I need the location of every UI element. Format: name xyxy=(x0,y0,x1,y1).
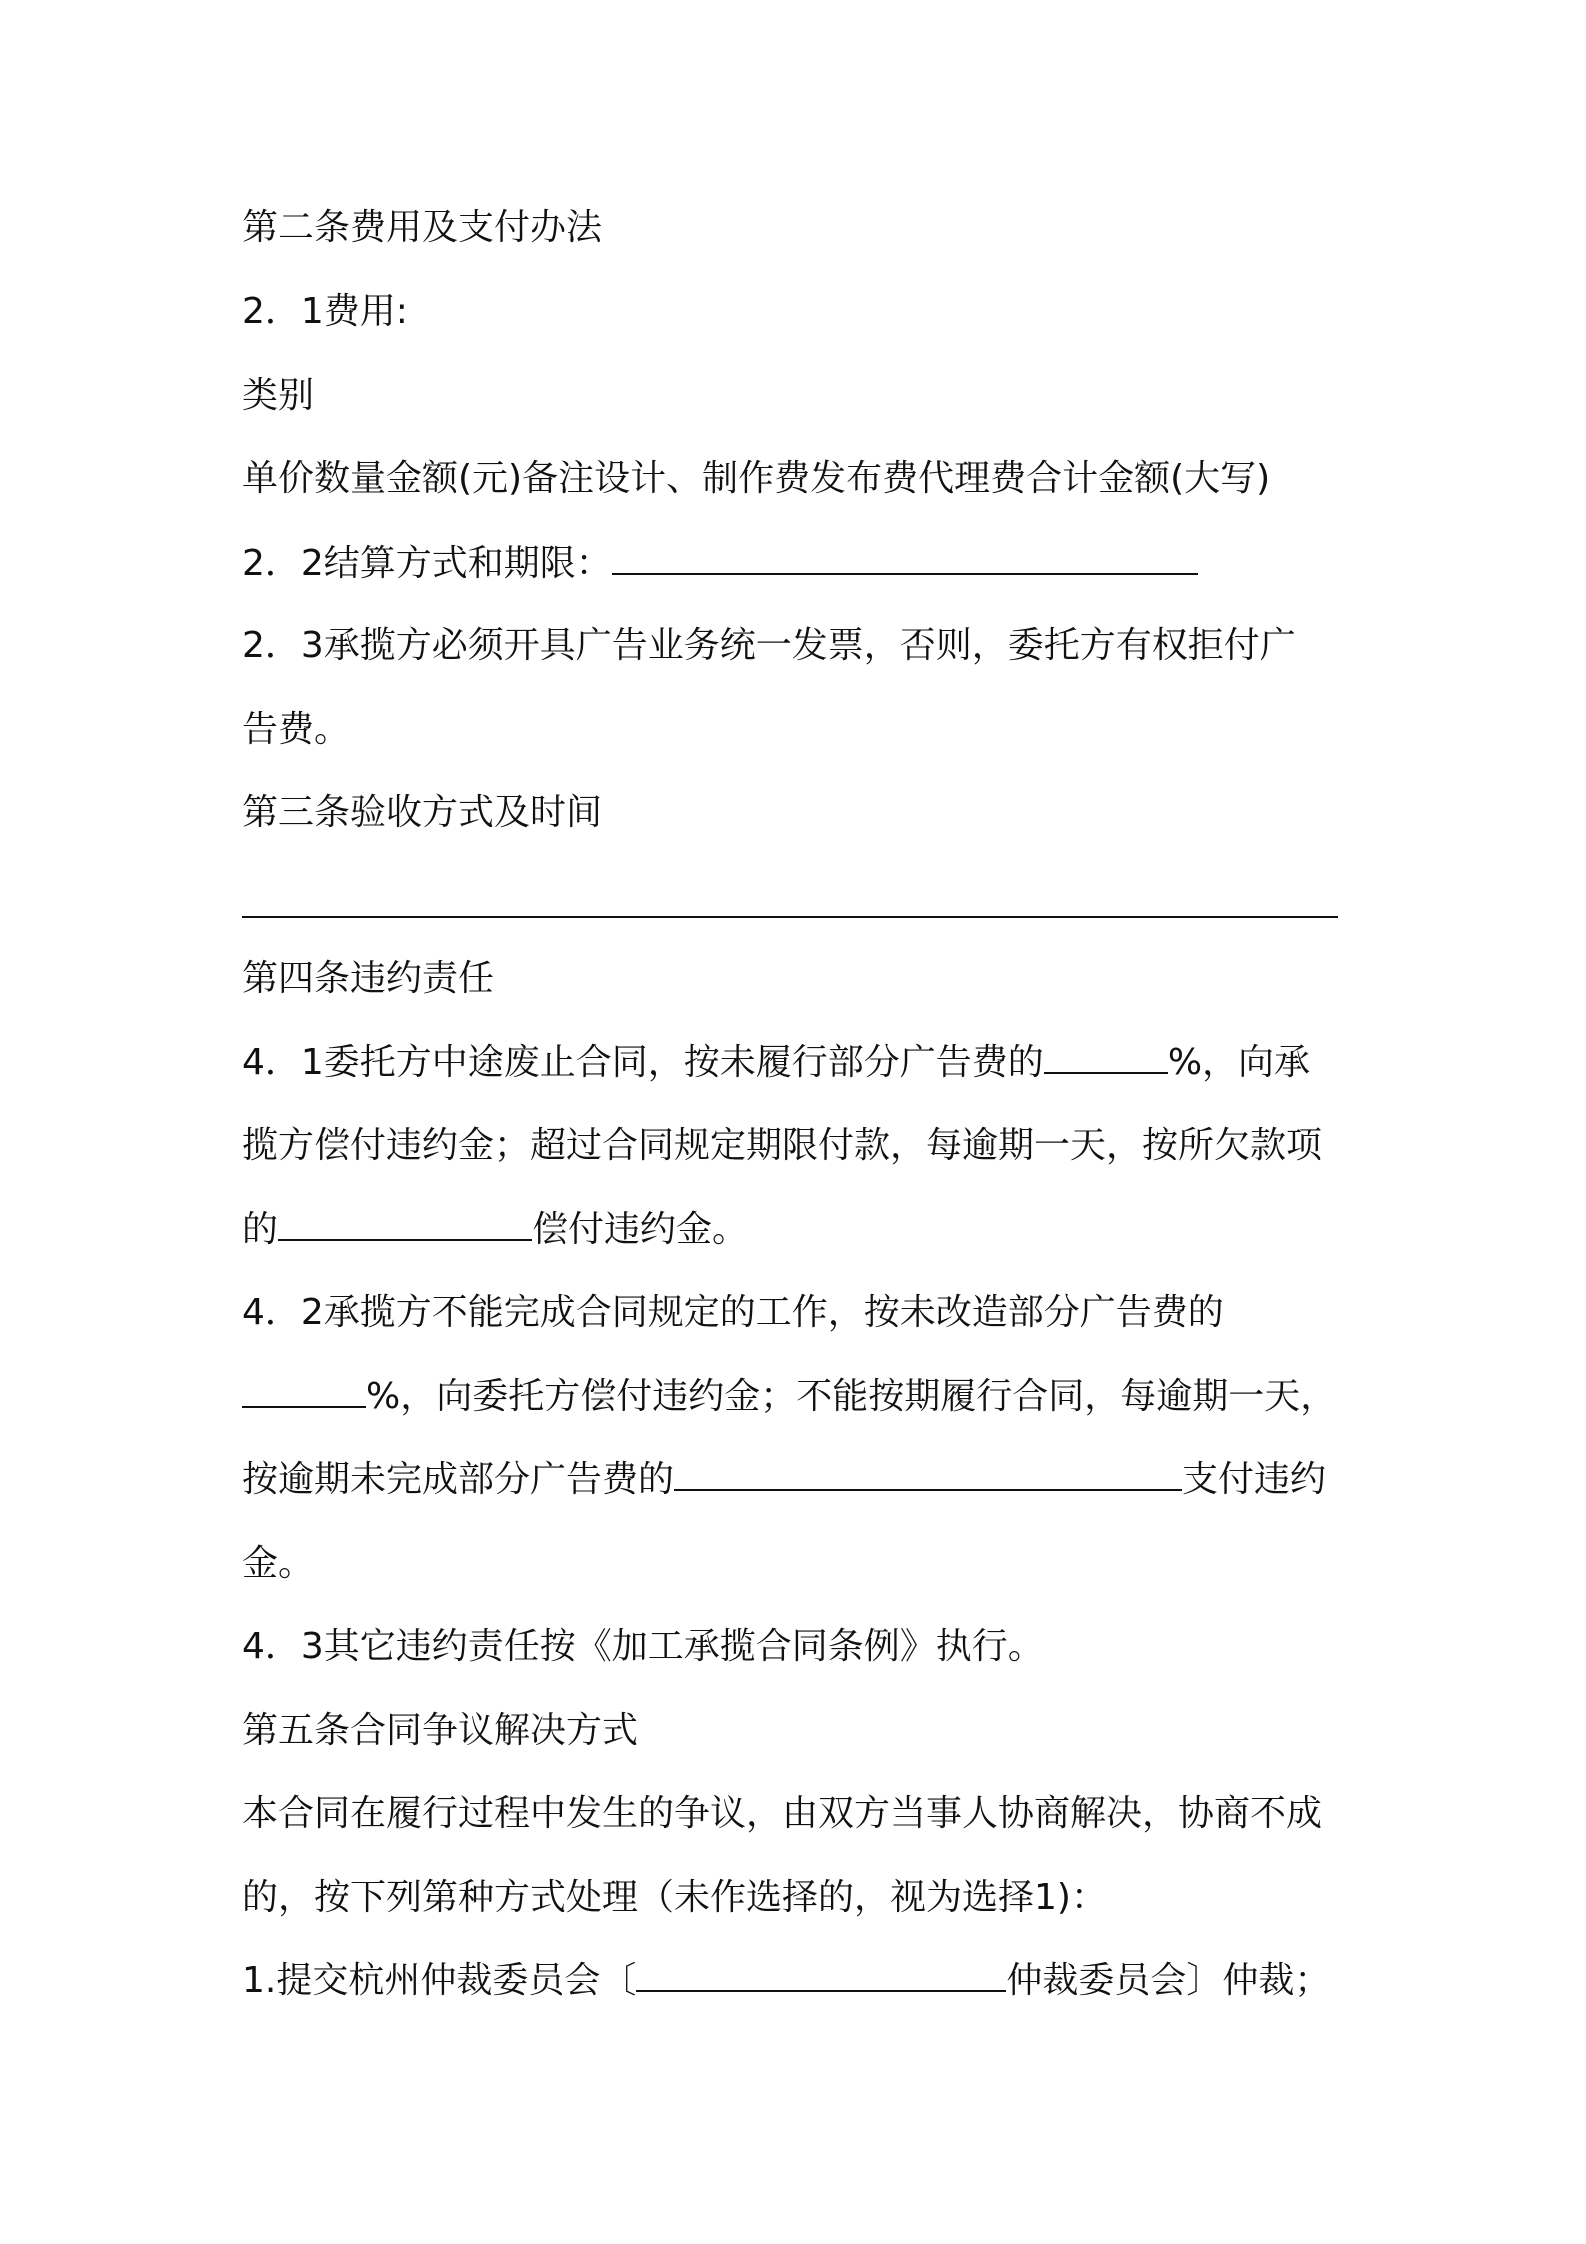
acceptance-blank-line xyxy=(242,916,1338,918)
clause-2-3: 2．3承揽方必须开具广告业务统一发票，否则，委托方有权拒付广 xyxy=(242,625,1296,666)
clause-4-1 xyxy=(242,1039,1372,1087)
percent-blank xyxy=(1044,1042,1168,1074)
arbitration-blank xyxy=(636,1960,1006,1992)
clause-4-2-cont xyxy=(242,1373,1372,1421)
article-4-heading: 第四条违约责任 xyxy=(242,958,495,999)
clause-4-2-pay-text: 支付违约 xyxy=(1182,1459,1327,1500)
clause-2-1: 2．1费用: xyxy=(242,291,408,332)
clause-4-2-cont2 xyxy=(242,1456,1372,1504)
article-5-body-cont: 的，按下列第种方式处理（未作选择的，视为选择1)： xyxy=(242,1877,1107,1918)
option-1-end: 仲裁委员会〕仲裁； xyxy=(1006,1960,1331,2001)
article-5-body: 本合同在履行过程中发生的争议，由双方当事人协商解决，协商不成 xyxy=(242,1793,1323,1834)
clause-2-2-text: 2．2结算方式和期限： xyxy=(242,543,612,584)
category-label: 类别 xyxy=(242,375,315,416)
clause-4-1-cont2 xyxy=(242,1206,1372,1254)
clause-4-2-overdue-text: 按逾期未完成部分广告费的 xyxy=(242,1459,675,1500)
clause-4-1-cont: 揽方偿付违约金；超过合同规定期限付款，每逾期一天，按所欠款项 xyxy=(242,1125,1323,1166)
clause-2-3-cont: 告费。 xyxy=(242,709,351,750)
clause-4-1-text-end: %，向承 xyxy=(1167,1042,1311,1083)
percent-blank-2 xyxy=(242,1376,366,1408)
article-2-heading: 第二条费用及支付办法 xyxy=(242,207,603,248)
clause-4-1-text: 4．1委托方中途废止合同，按未履行部分广告费的 xyxy=(242,1042,1044,1083)
clause-4-3: 4．3其它违约责任按《加工承揽合同条例》执行。 xyxy=(242,1626,1044,1667)
overdue-penalty-blank xyxy=(674,1459,1182,1491)
clause-4-2-end: 金。 xyxy=(242,1543,315,1584)
clause-4-2: 4．2承揽方不能完成合同规定的工作，按未改造部分广告费的 xyxy=(242,1292,1224,1333)
penalty-blank xyxy=(278,1209,532,1241)
clause-4-1-end: 偿付违约金。 xyxy=(532,1209,749,1250)
settlement-blank xyxy=(612,543,1198,575)
clause-4-1-de: 的 xyxy=(242,1209,279,1250)
article-3-heading: 第三条验收方式及时间 xyxy=(242,792,603,833)
article-5-heading: 第五条合同争议解决方式 xyxy=(242,1710,639,1751)
clause-4-2-cont-text: %，向委托方偿付违约金；不能按期履行合同，每逾期一天， xyxy=(366,1376,1337,1417)
clause-2-2 xyxy=(242,540,1372,588)
option-1 xyxy=(242,1957,1372,2005)
option-1-text: 1.提交杭州仲裁委员会〔 xyxy=(242,1960,637,2001)
fee-table-header: 单价数量金额(元)备注设计、制作费发布费代理费合计金额(大写) xyxy=(242,458,1271,499)
